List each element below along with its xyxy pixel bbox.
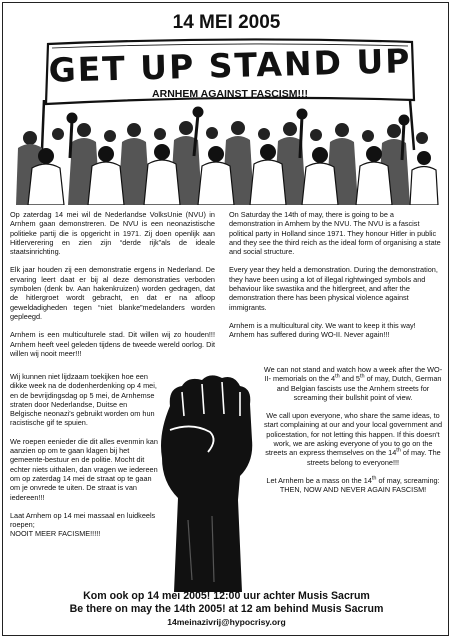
english-p6-sup: th [371,475,377,482]
english-paragraph-4 [262,365,444,402]
footer-english-call: Be there on may the 14th 2005! at 12 am behind Musis Sacrum [69,603,384,615]
banner-title: GET UP STAND UP [48,41,412,90]
english-text-column [229,210,442,340]
english-paragraph-3 [229,321,442,340]
dutch-paragraph-4: Wij kunnen niet lijdzaam toekijken hoe een dikke week na de dodenherdenking op 4 mei, en de bevrijdingsdag op 5 mei, de Arnhemse straten door Nederlandse, Duitse en Belgische neonazi's gebruikt worden om hun racistische gif te spuien. [10,372,157,428]
english-paragraph-2: Every year they held a demonstration. During the demonstration, they have been using a lot of illegal rightwinged symbols and behaviour like swastika and the hitlergreet, and after the demonstration there has been physical violence against immigrants. [229,265,438,312]
english-paragraph-6 [262,476,444,495]
dutch-paragraph-6 [10,511,160,539]
english-p5-sup: th [396,447,401,454]
english-text-column-lower [262,365,444,495]
dutch-slogan: NOOIT MEER FACISME!!!!! [10,529,101,539]
dutch-text-column [10,210,215,367]
footer-dutch-call: Kom ook op 14 mei 2005! 12:00 uur achter Musis Sacrum [83,590,370,602]
english-p4-b: memorials on the 4 [273,374,336,384]
english-paragraph-5 [262,411,444,467]
page-title: 14 MEI 2005 [172,12,281,33]
raised-fist-icon [148,370,263,592]
english-p6-a: Let Arnhem be a mass on the 14 [266,475,372,485]
english-p4-sup1: th [335,373,340,380]
dutch-text-column-lower [10,372,160,539]
english-p4-sup2: th [359,373,365,380]
english-p5-c: of may. The streets belong to everyone!!! [306,448,441,467]
english-paragraph-3-a: Arnhem is a multicultural city. We want to keep it this way! [229,320,416,330]
english-p4-f: of may, Dutch, German and Belgian fascists use the Arnhem streets for screaming their bullshit point of view. [276,374,442,402]
english-p4-a: We can not stand and watch how a week after the WO-II- [263,365,443,384]
dutch-paragraph-3: Arnhem is een multiculturele stad. Dit willen wij zo houden!!! Arnhem heeft veel geleden tijdens de tweede wereld oorlog. Dit willen wij nooit meer!!! [10,330,215,358]
crowd-illustration [10,100,443,205]
banner-subtitle: ARNHEM AGAINST FASCISM!!! [152,88,308,100]
english-p6-c: of may, screaming: [376,475,440,485]
english-slogan: THEN, NOW AND NEVER AGAIN FASCISM! [279,485,427,495]
dutch-paragraph-1: Op zaterdag 14 mei wil de Nederlandse VolksUnie (NVU) in Arnhem gaan demonstreren. De NVU is een neonazistische politieke partij die is opgericht in 1971. Zij doen openlijk aan Hitlerverering en zien zijn “derde rijk”als de ideale staatsinrichting. [10,210,215,257]
protest-banner [44,38,416,108]
dutch-paragraph-5: We roepen eenieder die dit alles evenmin kan aanzien op om te gaan klagen bij het gemeente-bestuur en de politie. Mocht dit echter niets uithalen, dan vragen we iedereen om op zaterdag 14 mei de straat op te gaan om je onvrede te uiten. De straat is van iedereen!!! [10,436,158,502]
dutch-paragraph-2: Elk jaar houden zij een demonstratie ergens in Nederland. De ervaring leert daat er bij al deze demonstraties verboden symbolen (denk bv. Aan hakenkruizen) worden gedragen, dat de hitlergroet wordt gebracht, en dat er na afloop geweldadigheden tegen “niet blanke”medelanders worden gepleegd. [10,265,215,321]
dutch-closing: Laat Arnhem op 14 mei massaal en luidkeels roepen; [10,510,156,530]
english-paragraph-1: On Saturday the 14th of may, there is going to be a demonstration in Arnhem by the NVU. The NVU is a fascist political party in Holland since 1971. They honour Hitler in public and they see the third reich as the ideal form of organising a state and social structure. [229,210,441,257]
english-p5-a: We call upon everyone, who share the same ideas, to start complaining at our and your local government and policestation, for not letting this happen. If this doesn't work, we are asking everyone of you to go on the streets an express themselves on the 14 [263,411,443,458]
footer-email: 14meinazivrij@hypocrisy.org [167,617,286,627]
english-p4-d: and 5 [339,374,360,384]
english-paragraph-3-b: Arnhem has suffered during WO-II. Never again!!! [229,330,390,340]
